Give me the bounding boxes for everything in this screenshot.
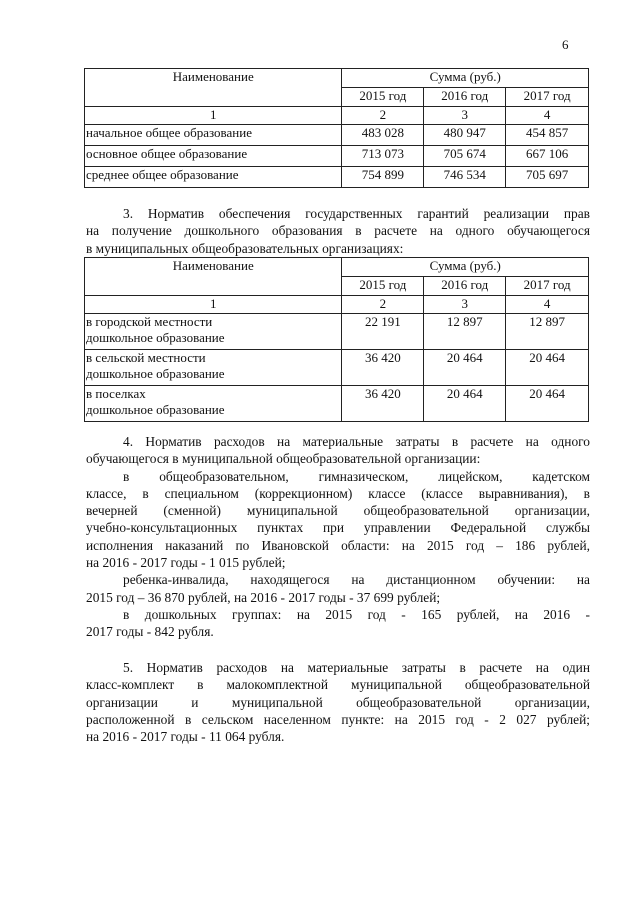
cost-table-general-education — [84, 68, 589, 188]
row-value: 20 464 — [506, 386, 589, 422]
row-name: в городской местности дошкольное образование — [85, 314, 342, 350]
table-header-year: 2015 год — [342, 277, 424, 296]
row-value: 12 897 — [506, 314, 589, 350]
row-value: 705 697 — [506, 167, 589, 188]
text-line: класс-комплект в малокомплектной муниципальной общеобразовательной — [86, 677, 590, 693]
table-row — [85, 146, 589, 167]
column-number: 3 — [424, 296, 506, 314]
text-line: 2015 год – 36 870 рублей, на 2016 - 2017 годы - 37 699 рублей; — [86, 589, 441, 605]
row-value: 667 106 — [506, 146, 589, 167]
row-value: 20 464 — [424, 350, 506, 386]
row-value: 483 028 — [342, 125, 424, 146]
section-3-heading — [86, 205, 590, 257]
row-value: 36 420 — [342, 350, 424, 386]
table-header-sum: Сумма (руб.) — [342, 69, 589, 88]
text-line: расположенной в сельском населенном пункте: на 2015 год - 2 027 рублей; — [86, 711, 590, 727]
column-number: 2 — [342, 107, 424, 125]
row-value: 20 464 — [506, 350, 589, 386]
text-line: в дошкольных группах: на 2015 год - 165 рублей, на 2016 - — [123, 606, 590, 622]
row-name: в сельской местности дошкольное образование — [85, 350, 342, 386]
table-header-name: Наименование — [85, 69, 342, 107]
table-header-year: 2015 год — [342, 88, 424, 107]
row-value: 454 857 — [506, 125, 589, 146]
table-row — [85, 167, 589, 188]
column-number: 3 — [424, 107, 506, 125]
row-value: 713 073 — [342, 146, 424, 167]
text-line: на 2016 - 2017 годы - 11 064 рубля. — [86, 729, 285, 745]
row-value: 12 897 — [424, 314, 506, 350]
text-line: на получение дошкольного образования в расчете на одного обучающегося — [86, 223, 590, 239]
text-line: учебно-консультационных пунктах при управлении Федеральной службы — [86, 520, 590, 536]
column-number: 4 — [506, 296, 589, 314]
table-header-year: 2017 год — [506, 277, 589, 296]
section-4 — [86, 433, 590, 641]
table-header-name: Наименование — [85, 258, 342, 296]
text-line: 5. Норматив расходов на материальные затраты в расчете на один — [123, 660, 590, 675]
page-number: 6 — [562, 37, 569, 52]
column-number: 1 — [85, 107, 342, 125]
row-value: 746 534 — [424, 167, 506, 188]
table-row — [85, 350, 589, 386]
table-header-sum: Сумма (руб.) — [342, 258, 589, 277]
table-row — [85, 125, 589, 146]
text-line: организации и муниципальной общеобразовательной организации, — [86, 694, 590, 710]
table-row — [85, 314, 589, 350]
text-line: в общеобразовательном, гимназическом, лицейском, кадетском — [123, 468, 590, 484]
text-line: на 2016 - 2017 годы - 1 015 рублей; — [86, 555, 286, 571]
column-number: 2 — [342, 296, 424, 314]
row-name: в поселках дошкольное образование — [85, 386, 342, 422]
table-row — [85, 386, 589, 422]
text-line: в муниципальных общеобразовательных организациях: — [86, 240, 404, 256]
text-line: обучающегося в муниципальной общеобразовательной организации: — [86, 451, 481, 467]
row-value: 705 674 — [424, 146, 506, 167]
row-value: 20 464 — [424, 386, 506, 422]
cost-table-preschool — [84, 257, 589, 422]
row-name: основное общее образование — [85, 146, 342, 167]
section-5 — [86, 659, 590, 745]
row-value: 480 947 — [424, 125, 506, 146]
text-line: классе, в специальном (коррекционном) классе (классе выравнивания), в — [86, 485, 590, 501]
row-value: 22 191 — [342, 314, 424, 350]
table-header-year: 2016 год — [424, 88, 506, 107]
table-header-year: 2017 год — [506, 88, 589, 107]
column-number: 1 — [85, 296, 342, 314]
text-line: 3. Норматив обеспечения государственных гарантий реализации прав — [123, 206, 590, 221]
text-line: 2017 годы - 842 рубля. — [86, 624, 214, 640]
row-value: 754 899 — [342, 167, 424, 188]
text-line: вечерней (сменной) муниципальной общеобразовательной организации, — [86, 503, 590, 519]
table-header-year: 2016 год — [424, 277, 506, 296]
text-line: исполнения наказаний по Ивановской области: на 2015 год – 186 рублей, — [86, 537, 590, 553]
row-name: начальное общее образование — [85, 125, 342, 146]
row-name: среднее общее образование — [85, 167, 342, 188]
row-value: 36 420 — [342, 386, 424, 422]
text-line: ребенка-инвалида, находящегося на дистанционном обучении: на — [123, 572, 590, 588]
text-line: 4. Норматив расходов на материальные затраты в расчете на одного — [123, 434, 590, 449]
column-number: 4 — [506, 107, 589, 125]
